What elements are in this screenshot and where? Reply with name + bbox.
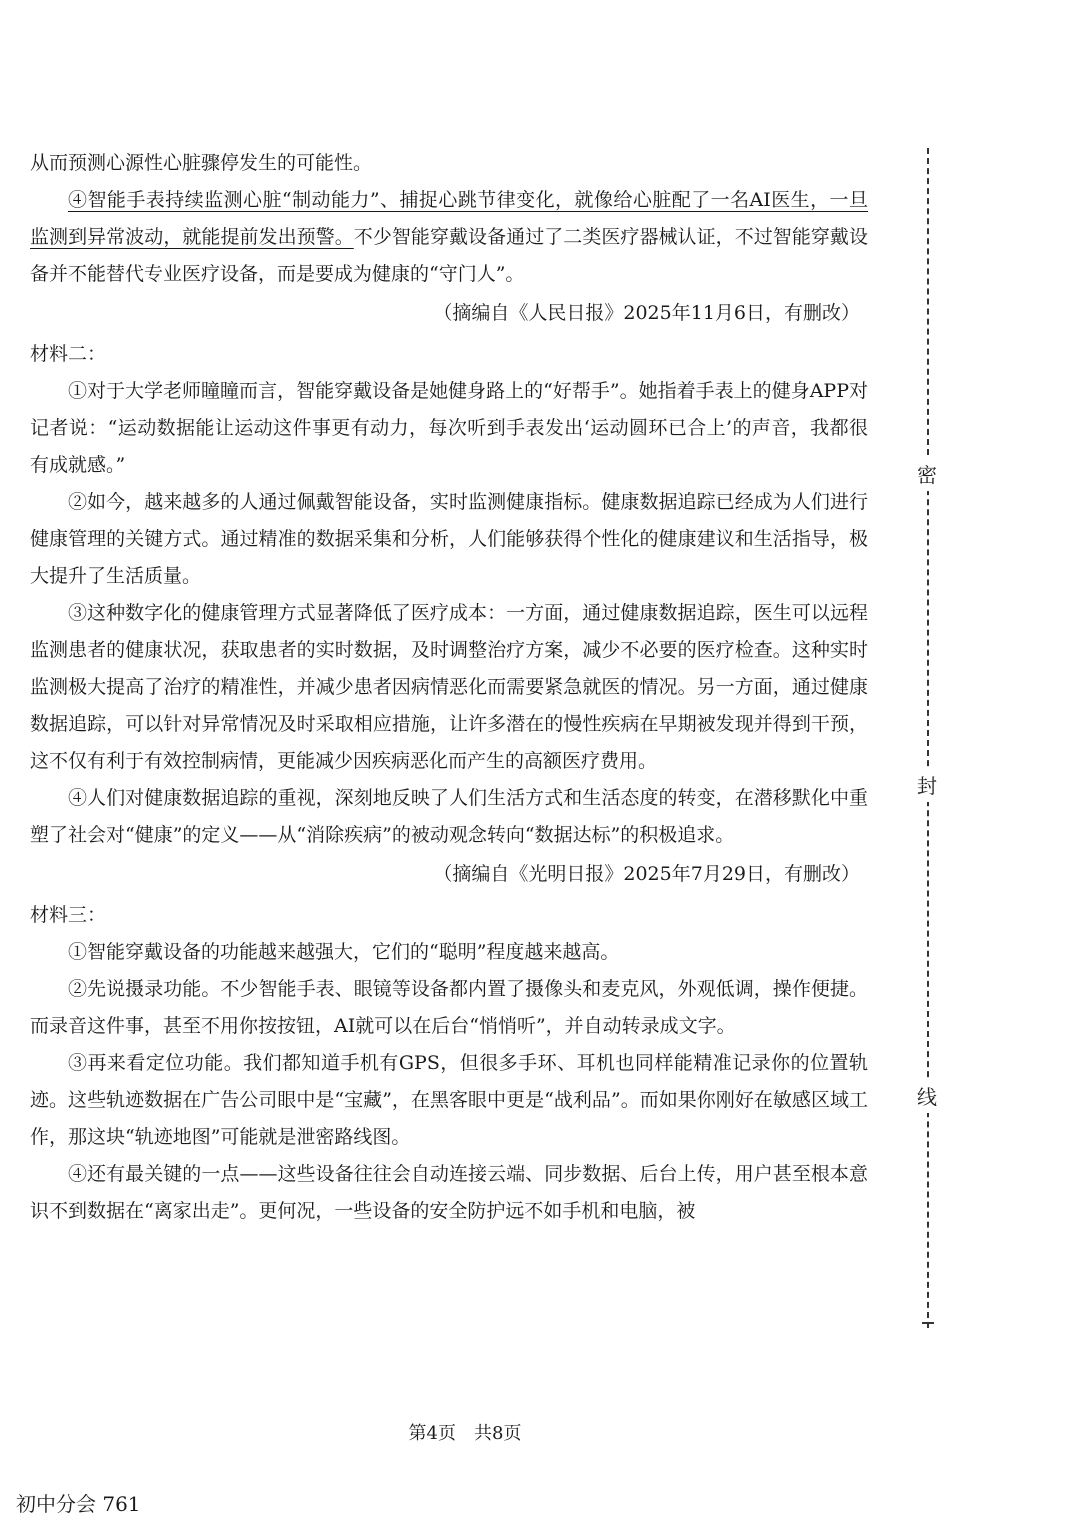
binding-char-mi: 密 <box>912 459 942 491</box>
watermark-label: 初中分会 761 <box>16 1492 141 1516</box>
page-number: 第4页 共8页 <box>408 1423 522 1444</box>
binding-line-end-tick <box>922 1322 934 1324</box>
binding-char-feng: 封 <box>912 770 942 802</box>
material-3-paragraph-1: ①智能穿戴设备的功能越来越强大，它们的“聪明”程度越来越高。 <box>68 941 620 963</box>
paragraph-smartwatch-rest: 不少智能穿戴设备通过了二类医疗器械认证，不过智能穿戴设备并不能替代专业医疗设备，而是要成为健康的“守门人”。 <box>30 226 868 285</box>
reading-passage <box>30 145 868 1230</box>
source-citation-2: （摘编自《光明日报》2025年7月29日，有删改） <box>433 863 860 885</box>
material-3-paragraph-2: ②先说摄录功能。不少智能手表、眼镜等设备都内置了摄像头和麦克风，外观低调，操作便捷。而录音这件事，甚至不用你按按钮，AI就可以在后台“悄悄听”，并自动转录成文字。 <box>30 978 868 1037</box>
source-citation-1: （摘编自《人民日报》2025年11月6日，有删改） <box>433 302 860 324</box>
material-3-paragraph-3: ③再来看定位功能。我们都知道手机有GPS，但很多手环、耳机也同样能精准记录你的位置轨迹。这些轨迹数据在广告公司眼中是“宝藏”，在黑客眼中更是“战利品”。而如果你刚好在敏感区域工作，那这块“轨迹地图”可能就是泄密路线图。 <box>30 1052 868 1148</box>
underlined-sentence: ④智能手表持续监测心脏“制动能力”、捕捉心跳节律变化，就像给心脏配了一名AI医生，一旦监测到异常波动，就能提前发出预警。 <box>30 189 868 248</box>
material-3-heading: 材料三： <box>30 904 107 926</box>
binding-char-xian: 线 <box>912 1081 942 1113</box>
paragraph-continuation: 从而预测心源性心脏骤停发生的可能性。 <box>30 152 373 174</box>
material-2-paragraph-2: ②如今，越来越多的人通过佩戴智能设备，实时监测健康指标。健康数据追踪已经成为人们进行健康管理的关键方式。通过精准的数据采集和分析，人们能够获得个性化的健康建议和生活指导，极大提升了生活质量。 <box>30 491 868 587</box>
binding-dashed-line <box>927 148 929 1328</box>
material-2-paragraph-3: ③这种数字化的健康管理方式显著降低了医疗成本：一方面，通过健康数据追踪，医生可以远程监测患者的健康状况，获取患者的实时数据，及时调整治疗方案，减少不必要的医疗检查。这种实时监测极大提高了治疗的精准性，并减少患者因病情恶化而需要紧急就医的情况。另一方面，通过健康数据追踪，可以针对异常情况及时采取相应措施，让许多潜在的慢性疾病在早期被发现并得到干预，这不仅有利于有效控制病情，更能减少因疾病恶化而产生的高额医疗费用。 <box>30 602 868 772</box>
material-3-paragraph-4: ④还有最关键的一点——这些设备往往会自动连接云端、同步数据、后台上传，用户甚至根本意识不到数据在“离家出走”。更何况，一些设备的安全防护远不如手机和电脑，被 <box>30 1163 868 1222</box>
paragraph-smartwatch <box>30 182 868 293</box>
material-2-paragraph-1: ①对于大学老师瞳瞳而言，智能穿戴设备是她健身路上的“好帮手”。她指着手表上的健身APP对记者说：“运动数据能让运动这件事更有动力，每次听到手表发出‘运动圆环已合上’的声音，我都很有成就感。” <box>30 380 868 476</box>
material-2-heading: 材料二： <box>30 343 107 365</box>
material-2-paragraph-4: ④人们对健康数据追踪的重视，深刻地反映了人们生活方式和生活态度的转变，在潜移默化中重塑了社会对“健康”的定义——从“消除疾病”的被动观念转向“数据达标”的积极追求。 <box>30 787 868 846</box>
